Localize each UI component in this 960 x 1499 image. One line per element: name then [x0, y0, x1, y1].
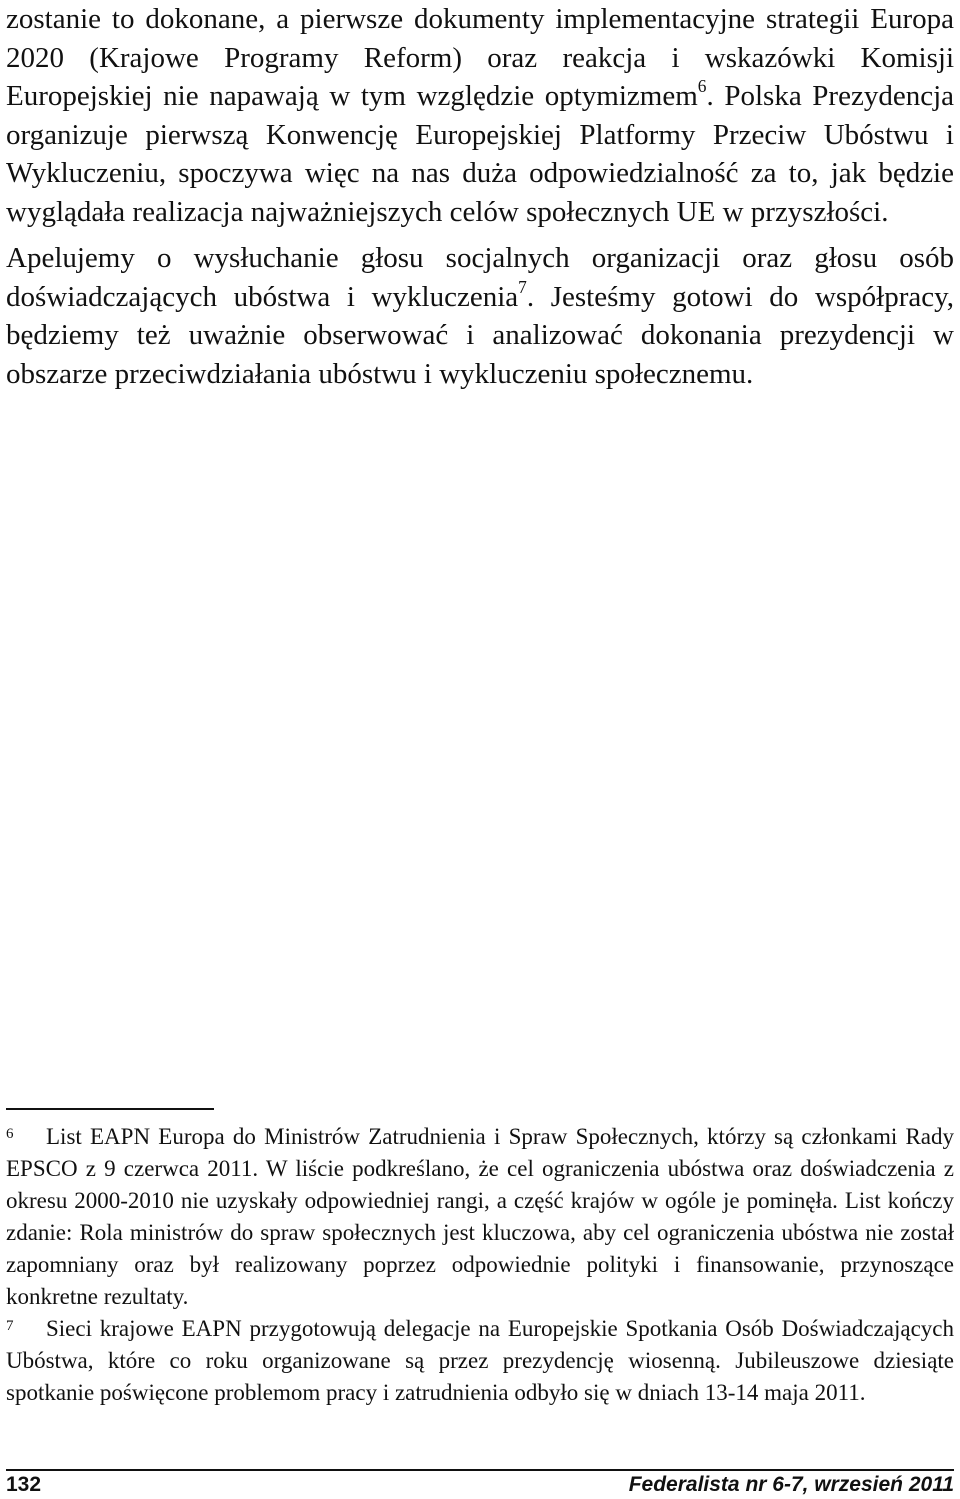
body-paragraph-2 [6, 239, 954, 393]
paragraph-1-text-a: zostanie to dokonane, a pierwsze dokumenty implementacyjne strategii Europa 2020 (Krajowe Programy Reform) oraz reakcja i wskazówki Komisji Europejskiej nie napawają w tym względzie optymizmem [6, 3, 954, 112]
footnote-text: Sieci krajowe EAPN przygotowują delegacje na Europejskie Spotkania Osób Doświadczających Ubóstwa, które co roku organizowane są przez prezydencję wiosenną. Jubileuszowe dziesiąte spotkanie poświęcone problemom pracy i zatrudnienia odbyło się w dniach 13-14 maja 2011. [6, 1316, 954, 1405]
paragraph-2-text-a: Apelujemy o wysłuchanie głosu socjalnych organizacji oraz głosu osób doświadczających ubóstwa i wykluczenia [6, 242, 954, 313]
paragraph-1-text-b: . Polska Prezydencja organizuje pierwszą Konwencję Europejskiej Platformy Przeciw Ubóstwu i Wykluczeniu, spoczywa więc na nas duża odpowiedzialność za to, jak będzie wyglądała realizacja najważniejszych celów społecznych UE w przyszłości. [6, 80, 954, 228]
footnote-ref-6[interactable]: 6 [697, 76, 707, 97]
paragraph-2-text-b: . Jesteśmy gotowi do współpracy, będziemy też uważnie obserwować i analizować dokonania prezydencji w obszarze przeciwdziałania ubóstwu i wykluczeniu społecznemu. [6, 280, 954, 390]
footnotes [6, 1121, 954, 1409]
footnote-6 [6, 1121, 954, 1313]
footnote-text: List EAPN Europa do Ministrów Zatrudnienia i Spraw Społecznych, którzy są członkami Rady EPSCO z 9 czerwca 2011. W liście podkreślano, że cel ograniczenia ubóstwa oraz doświadczenia z okresu 2000-2010 nie uzyskały odpowiedniej rangi, a część krajów w ogóle je pominęła. List kończy zdanie: Rola ministrów do spraw społecznych jest kluczowa, aby cel ograniczenia ubóstwa nie został zapomniany oraz był realizowany poprzez odpowiednie polityki i finansowanie, przynoszące konkretne rezultaty. [6, 1124, 954, 1309]
footer-rule [6, 1469, 954, 1471]
footnote-7 [6, 1313, 954, 1409]
footnote-separator [6, 1108, 214, 1110]
footnote-number: 7 [6, 1318, 14, 1334]
body-paragraph-1 [6, 0, 954, 231]
page-number: 132 [6, 1473, 42, 1496]
main-text [6, 0, 954, 401]
footnote-number: 6 [6, 1126, 14, 1142]
journal-title: Federalista nr 6-7, wrzesień 2011 [628, 1473, 954, 1496]
footnote-ref-7[interactable]: 7 [518, 276, 527, 297]
